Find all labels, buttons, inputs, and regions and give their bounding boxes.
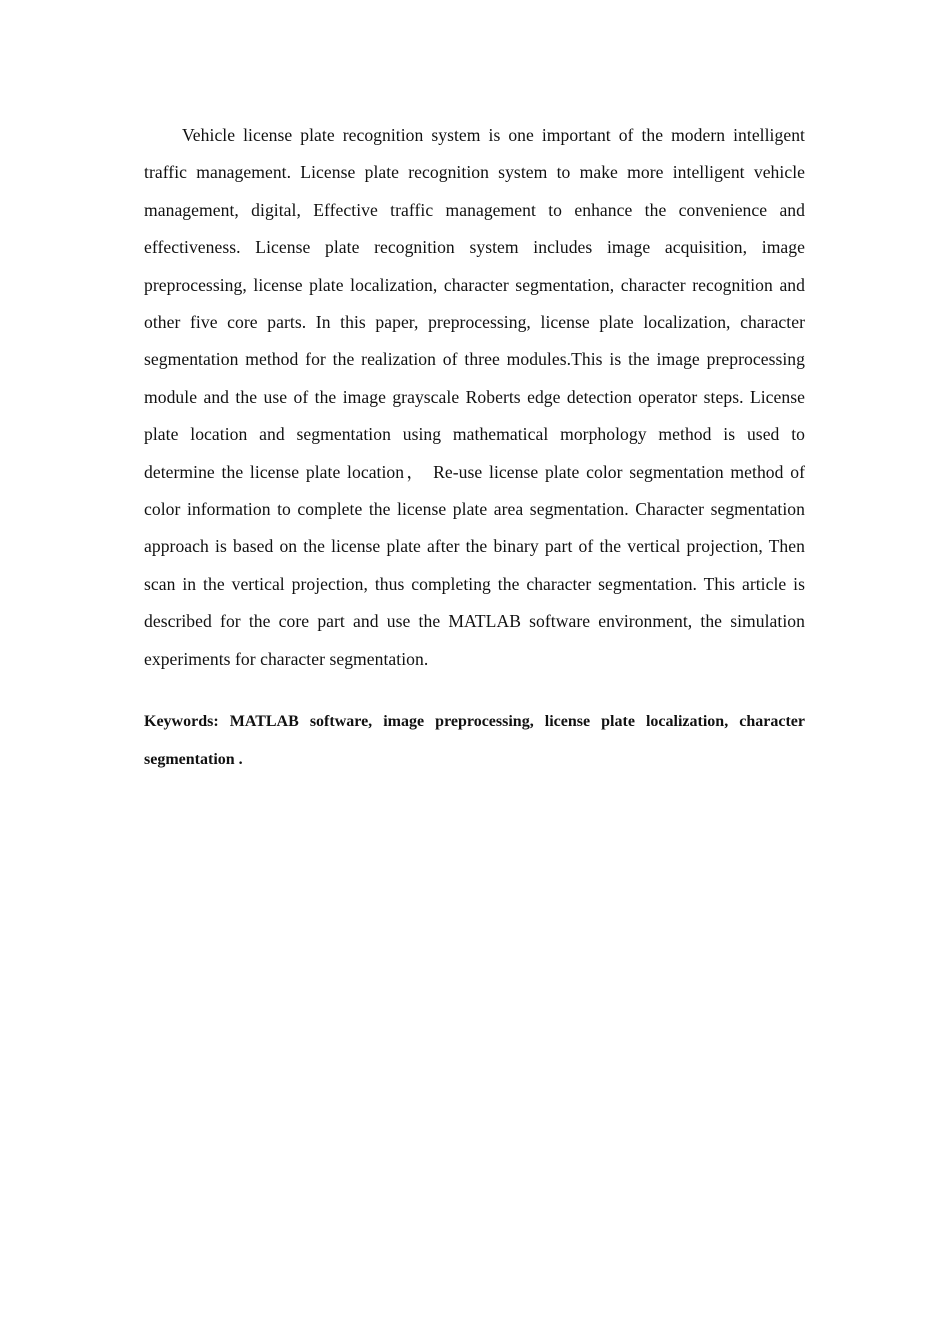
page-content [144,117,805,778]
abstract-paragraph: Vehicle license plate recognition system is one important of the modern intelligent traffic management. License plate recognition system to make more intelligent vehicle management, digital, Effective traffic management to enhance the convenience and effectiveness. License plate recognition system includes image acquisition, image preprocessing, license plate localization, character segmentation, character recognition and other five core parts. In this paper, preprocessing, license plate localization, character segmentation method for the realization of three modules.This is the image preprocessing module and the use of the image grayscale Roberts edge detection operator steps. License plate location and segmentation using mathematical morphology method is used to determine the license plate location， Re-use license plate color segmentation method of color information to complete the license plate area segmentation. Character segmentation approach is based on the license plate after the binary part of the vertical projection, Then scan in the vertical projection, thus completing the character segmentation. This article is described for the core part and use the MATLAB software environment, the simulation experiments for character segmentation. [144,125,805,669]
keywords-line: Keywords: MATLAB software, image preprocessing, license plate localization, character segmentation . [144,713,805,768]
